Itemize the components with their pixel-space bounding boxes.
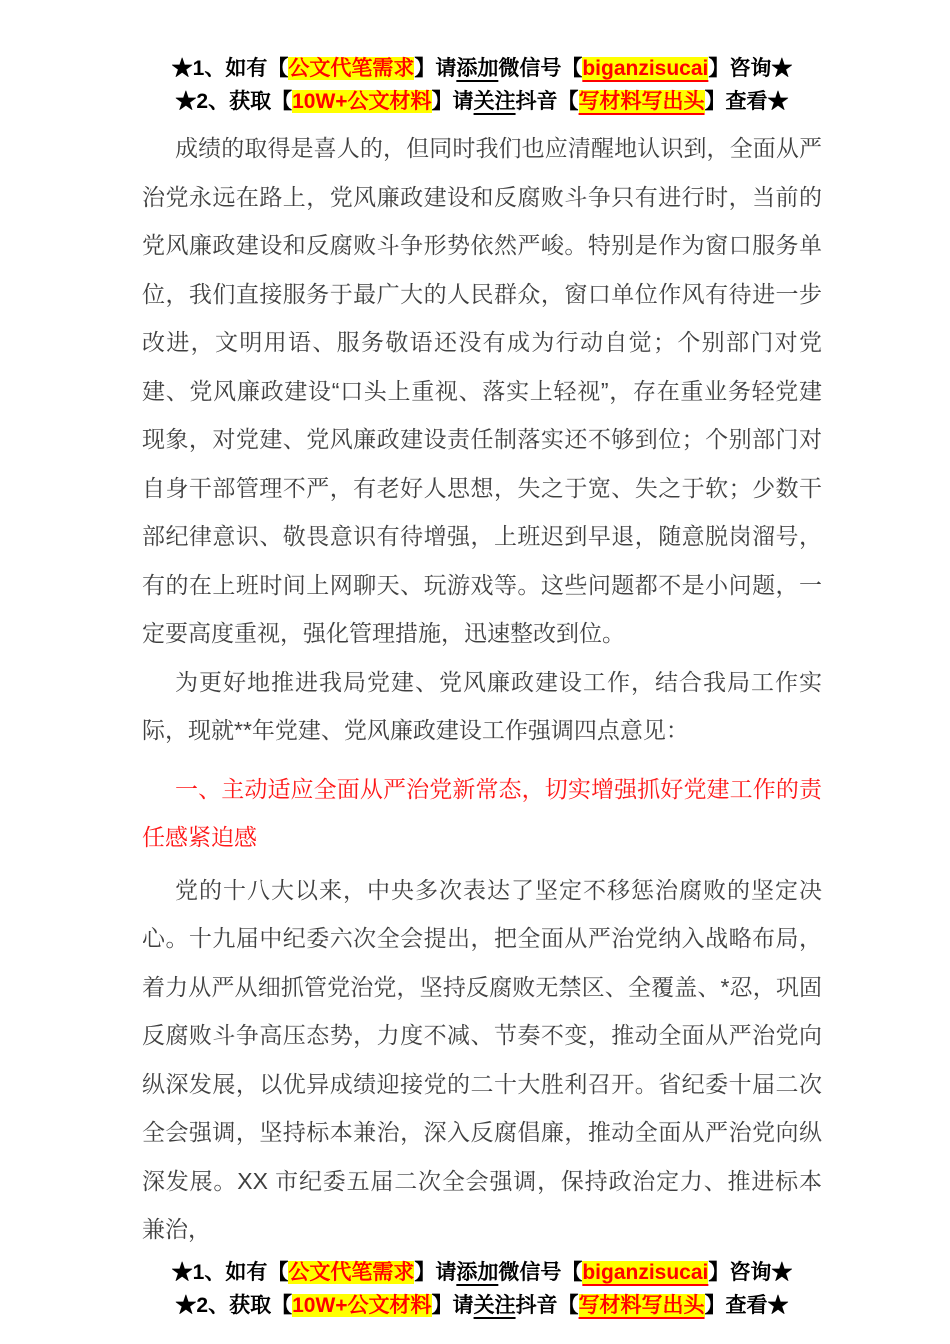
promo-text: 】查看★ — [704, 1293, 789, 1317]
promo-text: 微信号【 — [498, 57, 583, 80]
promo-text: 】请 — [414, 57, 457, 80]
promo-text: ★1、如有【 — [171, 57, 289, 80]
promo-wechat-id: biganzisucai — [582, 57, 709, 80]
promo-text: 】咨询★ — [708, 1260, 793, 1284]
promo-highlight-material: 10W+公文材料 — [292, 1293, 432, 1317]
promo-follow-action: 关注 — [473, 1293, 516, 1317]
body-paragraph-1: 成绩的取得是喜人的，但同时我们也应清醒地认识到，全面从严治党永远在路上，党风廉政建设和反腐败斗争只有进行时，当前的党风廉政建设和反腐败斗争形势依然严峻。特别是作为窗口服务单位，我们直接服务于最广大的人民群众，窗口单位作风有待进一步改进，文明用语、服务敬语还没有成为行动自觉；个别部门对党建、党风廉政建设“口头上重视、落实上轻视”，存在重业务轻党建现象，对党建、党风廉政建设责任制落实还不够到位；个别部门对自身干部管理不严，有老好人思想，失之于宽、失之于软；少数干部纪律意识、敬畏意识有待增强，上班迟到早退，随意脱岗溜号，有的在上班时间上网聊天、玩游戏等。这些问题都不是小问题，一定要高度重视，强化管理措施，迅速整改到位。 — [142, 135, 822, 646]
promo-header-line-2 — [142, 85, 822, 118]
document-body — [142, 124, 822, 1254]
body-paragraph-3: 党的十八大以来，中央多次表达了坚定不移惩治腐败的坚定决心。十九届中纪委六次全会提出，把全面从严治党纳入战略布局，着力从严从细抓管党治党，坚持反腐败无禁区、全覆盖、*忍，巩固反腐败斗争高压态势，力度不减、节奏不变，推动全面从严治党向纵深发展，以优异成绩迎接党的二十大胜利召开。省纪委十届二次全会强调，坚持标本兼治，深入反腐倡廉，推动全面从严治党向纵深发展。XX 市纪委五届二次全会强调，保持政治定力、推进标本兼治， — [142, 876, 822, 1242]
promo-add-action: 添加 — [456, 57, 499, 80]
promo-text: 】请 — [431, 1293, 474, 1317]
section-heading-1: 一、主动适应全面从严治党新常态，切实增强抓好党建工作的责任感紧迫感 — [142, 775, 822, 850]
promo-header-line-1 — [142, 52, 822, 85]
promo-douyin-id: 写材料写出头 — [578, 1293, 705, 1317]
promo-highlight-material: 10W+公文材料 — [292, 90, 432, 113]
promo-text: 微信号【 — [498, 1260, 583, 1284]
promo-highlight-service: 公文代笔需求 — [288, 57, 415, 80]
promo-text: 】查看★ — [704, 90, 789, 113]
promo-text: 】咨询★ — [708, 57, 793, 80]
promo-text: ★2、获取【 — [175, 1293, 293, 1317]
promo-highlight-service: 公文代笔需求 — [288, 1260, 415, 1284]
promo-footer-line-1 — [142, 1256, 822, 1289]
promo-add-action: 添加 — [456, 1260, 499, 1284]
promo-footer — [142, 1256, 822, 1322]
promo-wechat-id: biganzisucai — [582, 1260, 709, 1284]
promo-header — [142, 52, 822, 118]
promo-text: 抖音【 — [515, 1293, 579, 1317]
body-paragraph-2: 为更好地推进我局党建、党风廉政建设工作，结合我局工作实际，现就**年党建、党风廉政建设工作强调四点意见： — [142, 668, 822, 743]
promo-douyin-id: 写材料写出头 — [578, 90, 705, 113]
promo-follow-action: 关注 — [473, 90, 516, 113]
promo-text: ★1、如有【 — [171, 1260, 289, 1284]
promo-text: 】请 — [414, 1260, 457, 1284]
promo-text: ★2、获取【 — [175, 90, 293, 113]
promo-text: 】请 — [431, 90, 474, 113]
promo-footer-line-2 — [142, 1289, 822, 1322]
promo-text: 抖音【 — [515, 90, 579, 113]
